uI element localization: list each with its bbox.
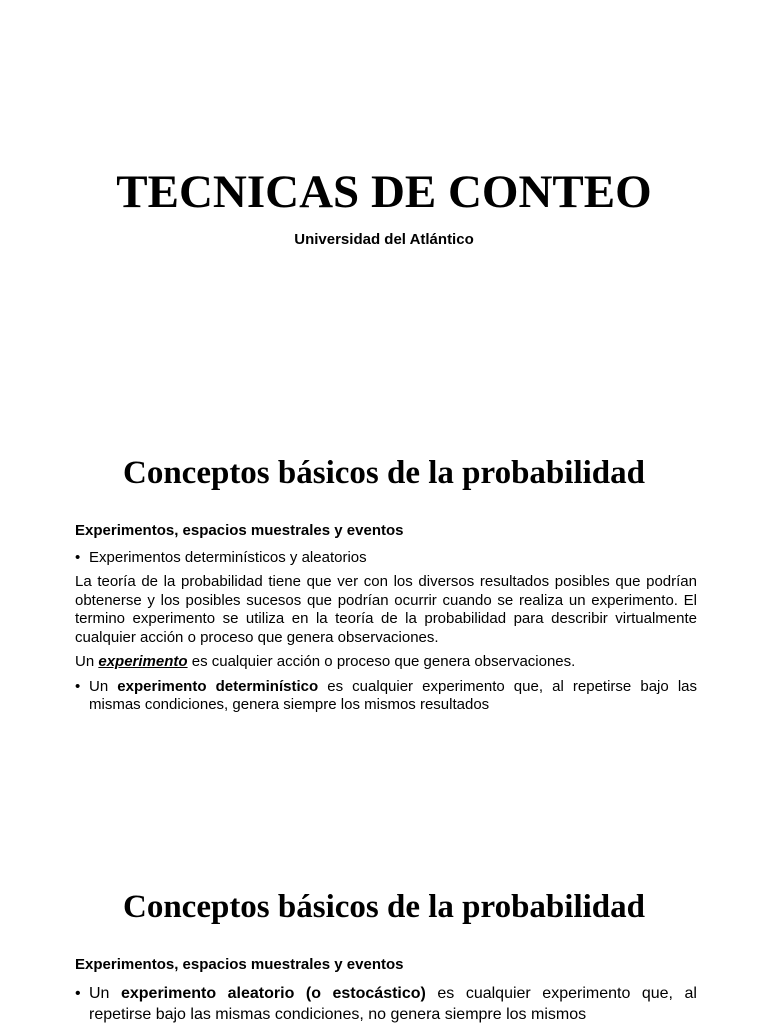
bullet-icon: •: [75, 984, 81, 1002]
presentation-subtitle: Universidad del Atlántico: [294, 231, 474, 248]
concepts-slide-1: [0, 434, 768, 868]
definition-prefix: Un: [75, 653, 95, 670]
bullet-prefix: Un: [89, 984, 110, 1002]
definition-rest: es cualquier acción o proceso que genera observaciones.: [191, 653, 576, 670]
title-slide: [0, 0, 768, 434]
concepts-slide-2: [0, 868, 768, 1024]
definition-term: experimento: [98, 653, 188, 670]
section-heading: Experimentos, espacios muestrales y eventos: [75, 522, 404, 539]
bullet-rest: es cualquier experimento que, al repetirse bajo las mismas condiciones, no genera siempre los mismos: [89, 984, 697, 1023]
bullet-prefix: Un: [89, 677, 109, 695]
bullet-term: experimento aleatorio (o estocástico): [120, 984, 426, 1002]
bullet-item: [75, 983, 697, 1024]
section-heading: Experimentos, espacios muestrales y eventos: [75, 956, 404, 973]
slide-content: [75, 956, 697, 1024]
slide-title: Conceptos básicos de la probabilidad: [122, 455, 645, 491]
bullet-icon: •: [75, 548, 81, 566]
bullet-rest: es cualquier experimento que, al repetirse bajo las mismas condiciones, genera siempre los mismos resultados: [89, 677, 697, 713]
slide-content: [75, 522, 697, 721]
bullet-item: [75, 678, 697, 715]
bullet-item: [75, 549, 697, 568]
presentation-title: TECNICAS DE CONTEO: [116, 166, 652, 218]
definition-paragraph: [75, 653, 697, 672]
slide-title: Conceptos básicos de la probabilidad: [122, 889, 645, 925]
intro-paragraph: La teoría de la probabilidad tiene que ver con los diversos resultados posibles que podrían obtenerse y los posibles sucesos que podrían ocurrir cuando se realiza un experimento. El termino experimento se utiliza en la teoría de la probabilidad para describir virtualmente cualquier acción o proceso que genera observaciones.: [75, 573, 697, 646]
bullet-term: experimento determinístico: [117, 677, 319, 695]
bullet-icon: •: [75, 677, 81, 695]
bullet-text: Experimentos determinísticos y aleatorios: [89, 548, 367, 566]
